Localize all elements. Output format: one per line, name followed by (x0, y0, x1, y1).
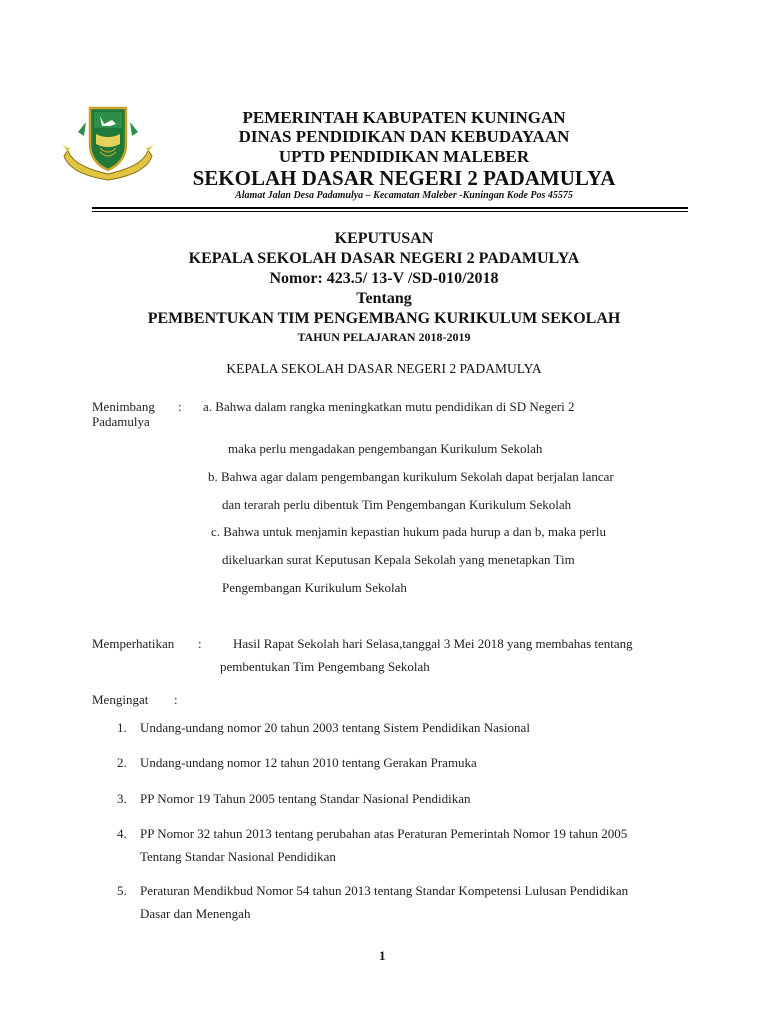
decree-heading: KEPUTUSAN (334, 230, 434, 247)
mengingat-item-number: 2. (117, 755, 127, 770)
letterhead-address: Alamat Jalan Desa Padamulya – Kecamatan Maleber -Kuningan Kode Pos 45575 (235, 190, 573, 201)
page-number: 1 (379, 948, 386, 963)
mengingat-item-number: 5. (117, 883, 127, 898)
letterhead-school-name: SEKOLAH DASAR NEGERI 2 PADAMULYA (192, 166, 616, 190)
mengingat-item-number: 4. (117, 826, 127, 841)
mengingat-label: Mengingat (92, 692, 149, 707)
menimbang-colon: : (178, 399, 182, 414)
menimbang-a-line2: maka perlu mengadakan pengembangan Kurikulum Sekolah (228, 441, 543, 456)
menimbang-b-line1: b. Bahwa agar dalam pengembangan kurikulum Sekolah dapat berjalan lancar (208, 469, 614, 484)
menimbang-c-line3: Pengembangan Kurikulum Sekolah (222, 580, 407, 595)
letterhead-divider (92, 207, 688, 209)
menimbang-a-line1: a. Bahwa dalam rangka meningkatkan mutu pendidikan di SD Negeri 2 (203, 399, 575, 414)
letterhead-department: DINAS PENDIDIKAN DAN KEBUDAYAAN (238, 127, 570, 146)
mengingat-item-text: PP Nomor 19 Tahun 2005 tentang Standar Nasional Pendidikan (140, 791, 471, 806)
decree-number: Nomor: 423.5/ 13-V /SD-010/2018 (269, 270, 499, 287)
memperhatikan-colon: : (198, 636, 202, 651)
mengingat-colon: : (174, 692, 178, 707)
mengingat-item-text-wrap: Tentang Standar Nasional Pendidikan (140, 849, 336, 864)
decree-subject: PEMBENTUKAN TIM PENGEMBANG KURIKULUM SEKOLAH (147, 310, 621, 327)
decree-about: Tentang (356, 290, 412, 307)
mengingat-item-text: Undang-undang nomor 12 tahun 2010 tentang Gerakan Pramuka (140, 755, 477, 770)
mengingat-item-text-wrap: Dasar dan Menengah (140, 906, 251, 921)
mengingat-item-text: Peraturan Mendikbud Nomor 54 tahun 2013 tentang Standar Kompetensi Lulusan Pendidikan (140, 883, 629, 898)
decree-issuer-title: KEPALA SEKOLAH DASAR NEGERI 2 PADAMULYA (188, 250, 580, 267)
memperhatikan-label: Memperhatikan (92, 636, 175, 651)
mengingat-item-number: 1. (117, 720, 127, 735)
memperhatikan-line2: pembentukan Tim Pengembang Sekolah (220, 659, 430, 674)
letterhead-government: PEMERINTAH KABUPATEN KUNINGAN (242, 108, 566, 127)
decree-academic-year: TAHUN PELAJARAN 2018-2019 (297, 330, 471, 344)
memperhatikan-line1: Hasil Rapat Sekolah hari Selasa,tanggal 3 Mei 2018 yang membahas tentang (233, 636, 633, 651)
mengingat-item-text: Undang-undang nomor 20 tahun 2003 tentang Sistem Pendidikan Nasional (140, 720, 530, 735)
mengingat-item-number: 3. (117, 791, 127, 806)
decree-issuer: KEPALA SEKOLAH DASAR NEGERI 2 PADAMULYA (226, 361, 542, 376)
menimbang-b-line2: dan terarah perlu dibentuk Tim Pengembangan Kurikulum Sekolah (222, 497, 572, 512)
menimbang-c-line1: c. Bahwa untuk menjamin kepastian hukum pada hurup a dan b, maka perlu (211, 524, 606, 539)
letterhead-uptd: UPTD PENDIDIKAN MALEBER (278, 147, 530, 166)
menimbang-c-line2: dikeluarkan surat Keputusan Kepala Sekolah yang menetapkan Tim (222, 552, 575, 567)
menimbang-a-wrap: Padamulya (92, 414, 150, 429)
menimbang-label: Menimbang (92, 399, 155, 414)
letterhead-divider-thin (92, 211, 688, 212)
mengingat-item-text: PP Nomor 32 tahun 2013 tentang perubahan atas Peraturan Pemerintah Nomor 19 tahun 2005 (140, 826, 628, 841)
